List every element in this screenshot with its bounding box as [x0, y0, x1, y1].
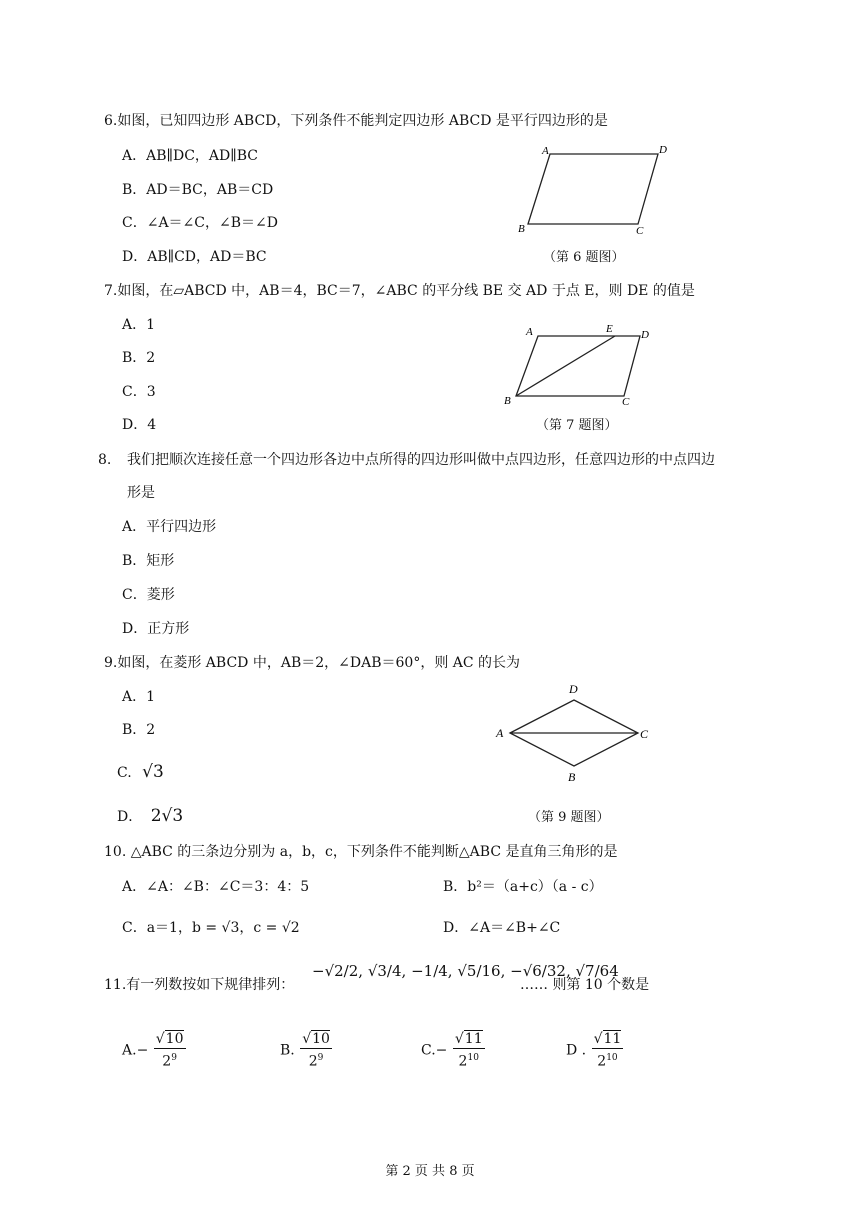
- q9-option-c: [117, 763, 164, 782]
- q11-term-5: −√6/32: [510, 962, 566, 980]
- q11-term-2: √3/4: [367, 962, 402, 980]
- q11-term-1: −√2/2: [312, 962, 359, 980]
- q11-option-c-letter: C.: [421, 1042, 436, 1059]
- q6-option-d: D．AB∥CD，AD＝BC: [122, 249, 267, 265]
- q7-option-c: C．3: [122, 384, 156, 400]
- q10-option-c: C．a＝1，b = √3，c = √2: [122, 920, 300, 936]
- q11-option-c-den: 2: [458, 1053, 468, 1070]
- q11-option-d: D . $\frac{√11}{2^{10}}$: [566, 1031, 622, 1070]
- q6-stem: 6.如图，已知四边形 ABCD，下列条件不能判定四边形 ABCD 是平行四边形的是: [104, 113, 608, 129]
- q11-option-b-exp: 9: [317, 1053, 324, 1063]
- q10-option-a: A．∠A：∠B：∠C＝3：4：5: [122, 879, 310, 895]
- q7-option-b: B．2: [122, 350, 156, 366]
- q9-option-d-value: 2√3: [150, 806, 184, 826]
- q7-stem: 7.如图，在▱ABCD 中，AB＝4，BC＝7，∠ABC 的平分线 BE 交 AD 于点 E，则 DE 的值是: [104, 283, 695, 299]
- q11-option-c-exp: 10: [467, 1053, 479, 1063]
- q11-sequence: −√2/2, √3/4, −1/4, √5/16, −√6/32, √7/64: [312, 962, 619, 980]
- q9-option-c-value: √3: [142, 762, 164, 782]
- q6-label-a: A: [542, 145, 549, 157]
- q8-number: 8.: [98, 452, 112, 468]
- q7-option-a: A．1: [122, 317, 156, 333]
- q9-label-c: C: [640, 727, 649, 741]
- q9-option-d: [117, 807, 183, 826]
- q9-option-d-letter: D．: [117, 809, 143, 825]
- q8-option-a: A．平行四边形: [122, 519, 217, 535]
- q11-option-b: B. $\frac{√10}{2^9}$: [280, 1031, 330, 1070]
- q11-option-c-num: 11: [464, 1031, 483, 1047]
- q9-option-b: B．2: [122, 722, 156, 738]
- q8-option-d: D．正方形: [122, 621, 190, 637]
- q9-rhombus-figure: [490, 680, 660, 785]
- q7-label-a: A: [526, 326, 533, 338]
- q7-label-b: B: [504, 395, 511, 407]
- q11-option-a-letter: A.: [122, 1042, 137, 1059]
- q11-option-c: C.− $\frac{√11}{2^{10}}$: [421, 1031, 483, 1070]
- q8-option-c: C．菱形: [122, 587, 175, 603]
- q7-label-d: D: [641, 329, 649, 341]
- q11-option-a-exp: 9: [171, 1053, 177, 1063]
- q7-label-c: C: [622, 396, 630, 408]
- q6-label-d: D: [659, 144, 667, 156]
- q11-term-6: √7/64: [575, 962, 619, 980]
- q6-caption: （第 6 题图）: [543, 250, 625, 265]
- q6-option-a: A．AB∥DC，AD∥BC: [122, 148, 258, 164]
- q6-label-c: C: [636, 225, 644, 237]
- q11-option-c-sign: −: [435, 1042, 448, 1059]
- q9-label-d: D: [569, 682, 578, 696]
- q9-label-b: B: [568, 770, 576, 784]
- q11-option-b-letter: B.: [280, 1042, 295, 1059]
- q11-option-d-den: 2: [597, 1053, 607, 1070]
- q10-stem: 10. △ABC 的三条边分别为 a，b，c，下列条件不能判断△ABC 是直角三角形的是: [104, 844, 618, 860]
- q9-option-c-letter: C.: [117, 765, 132, 781]
- q8-stem-line1: 我们把顺次连接任意一个四边形各边中点所得的四边形叫做中点四边形，任意四边形的中点四边: [127, 452, 715, 468]
- q6-label-b: B: [518, 223, 525, 235]
- page-footer: 第 2 页 共 8 页: [385, 1164, 475, 1179]
- q7-option-d: D．4: [122, 417, 157, 433]
- q9-label-a: A: [496, 726, 504, 740]
- q11-term-4: √5/16: [457, 962, 501, 980]
- q6-option-c: C．∠A＝∠C，∠B＝∠D: [122, 215, 278, 231]
- q11-term-3: −1/4: [411, 962, 448, 980]
- q11-option-b-den: 2: [308, 1053, 318, 1070]
- q11-option-a-num: 10: [165, 1031, 184, 1047]
- q11-option-a-den: 2: [162, 1053, 172, 1070]
- q11-option-a: A.− $\frac{√10}{2^9}$: [122, 1031, 184, 1070]
- q10-option-d: D．∠A＝∠B+∠C: [443, 920, 561, 936]
- q11-stem-prefix: 11.有一列数按如下规律排列：: [104, 977, 295, 993]
- q8-stem-line2: 形是: [127, 485, 155, 501]
- q10-option-b: B．b²＝（a+c）（a - c）: [443, 879, 603, 895]
- q7-label-e: E: [606, 323, 613, 335]
- q11-option-b-num: 10: [312, 1031, 330, 1047]
- q11-option-d-exp: 10: [606, 1053, 618, 1063]
- q9-stem: 9.如图，在菱形 ABCD 中，AB＝2，∠DAB＝60°，则 AC 的长为: [104, 655, 521, 671]
- q9-caption: （第 9 题图）: [528, 810, 610, 825]
- q7-caption: （第 7 题图）: [536, 418, 618, 433]
- q11-option-d-num: 11: [603, 1031, 622, 1047]
- q9-option-a: A．1: [122, 689, 156, 705]
- q11-stem-suffix: …… 则第 10 个数是: [520, 977, 650, 993]
- q6-parallelogram-figure: [510, 140, 680, 240]
- q7-parallelogram-figure: [500, 318, 680, 410]
- q11-option-a-sign: −: [136, 1042, 149, 1059]
- q8-option-b: B．矩形: [122, 553, 175, 569]
- q11-option-d-letter: D .: [566, 1042, 587, 1059]
- q6-option-b: B．AD＝BC，AB＝CD: [122, 182, 274, 198]
